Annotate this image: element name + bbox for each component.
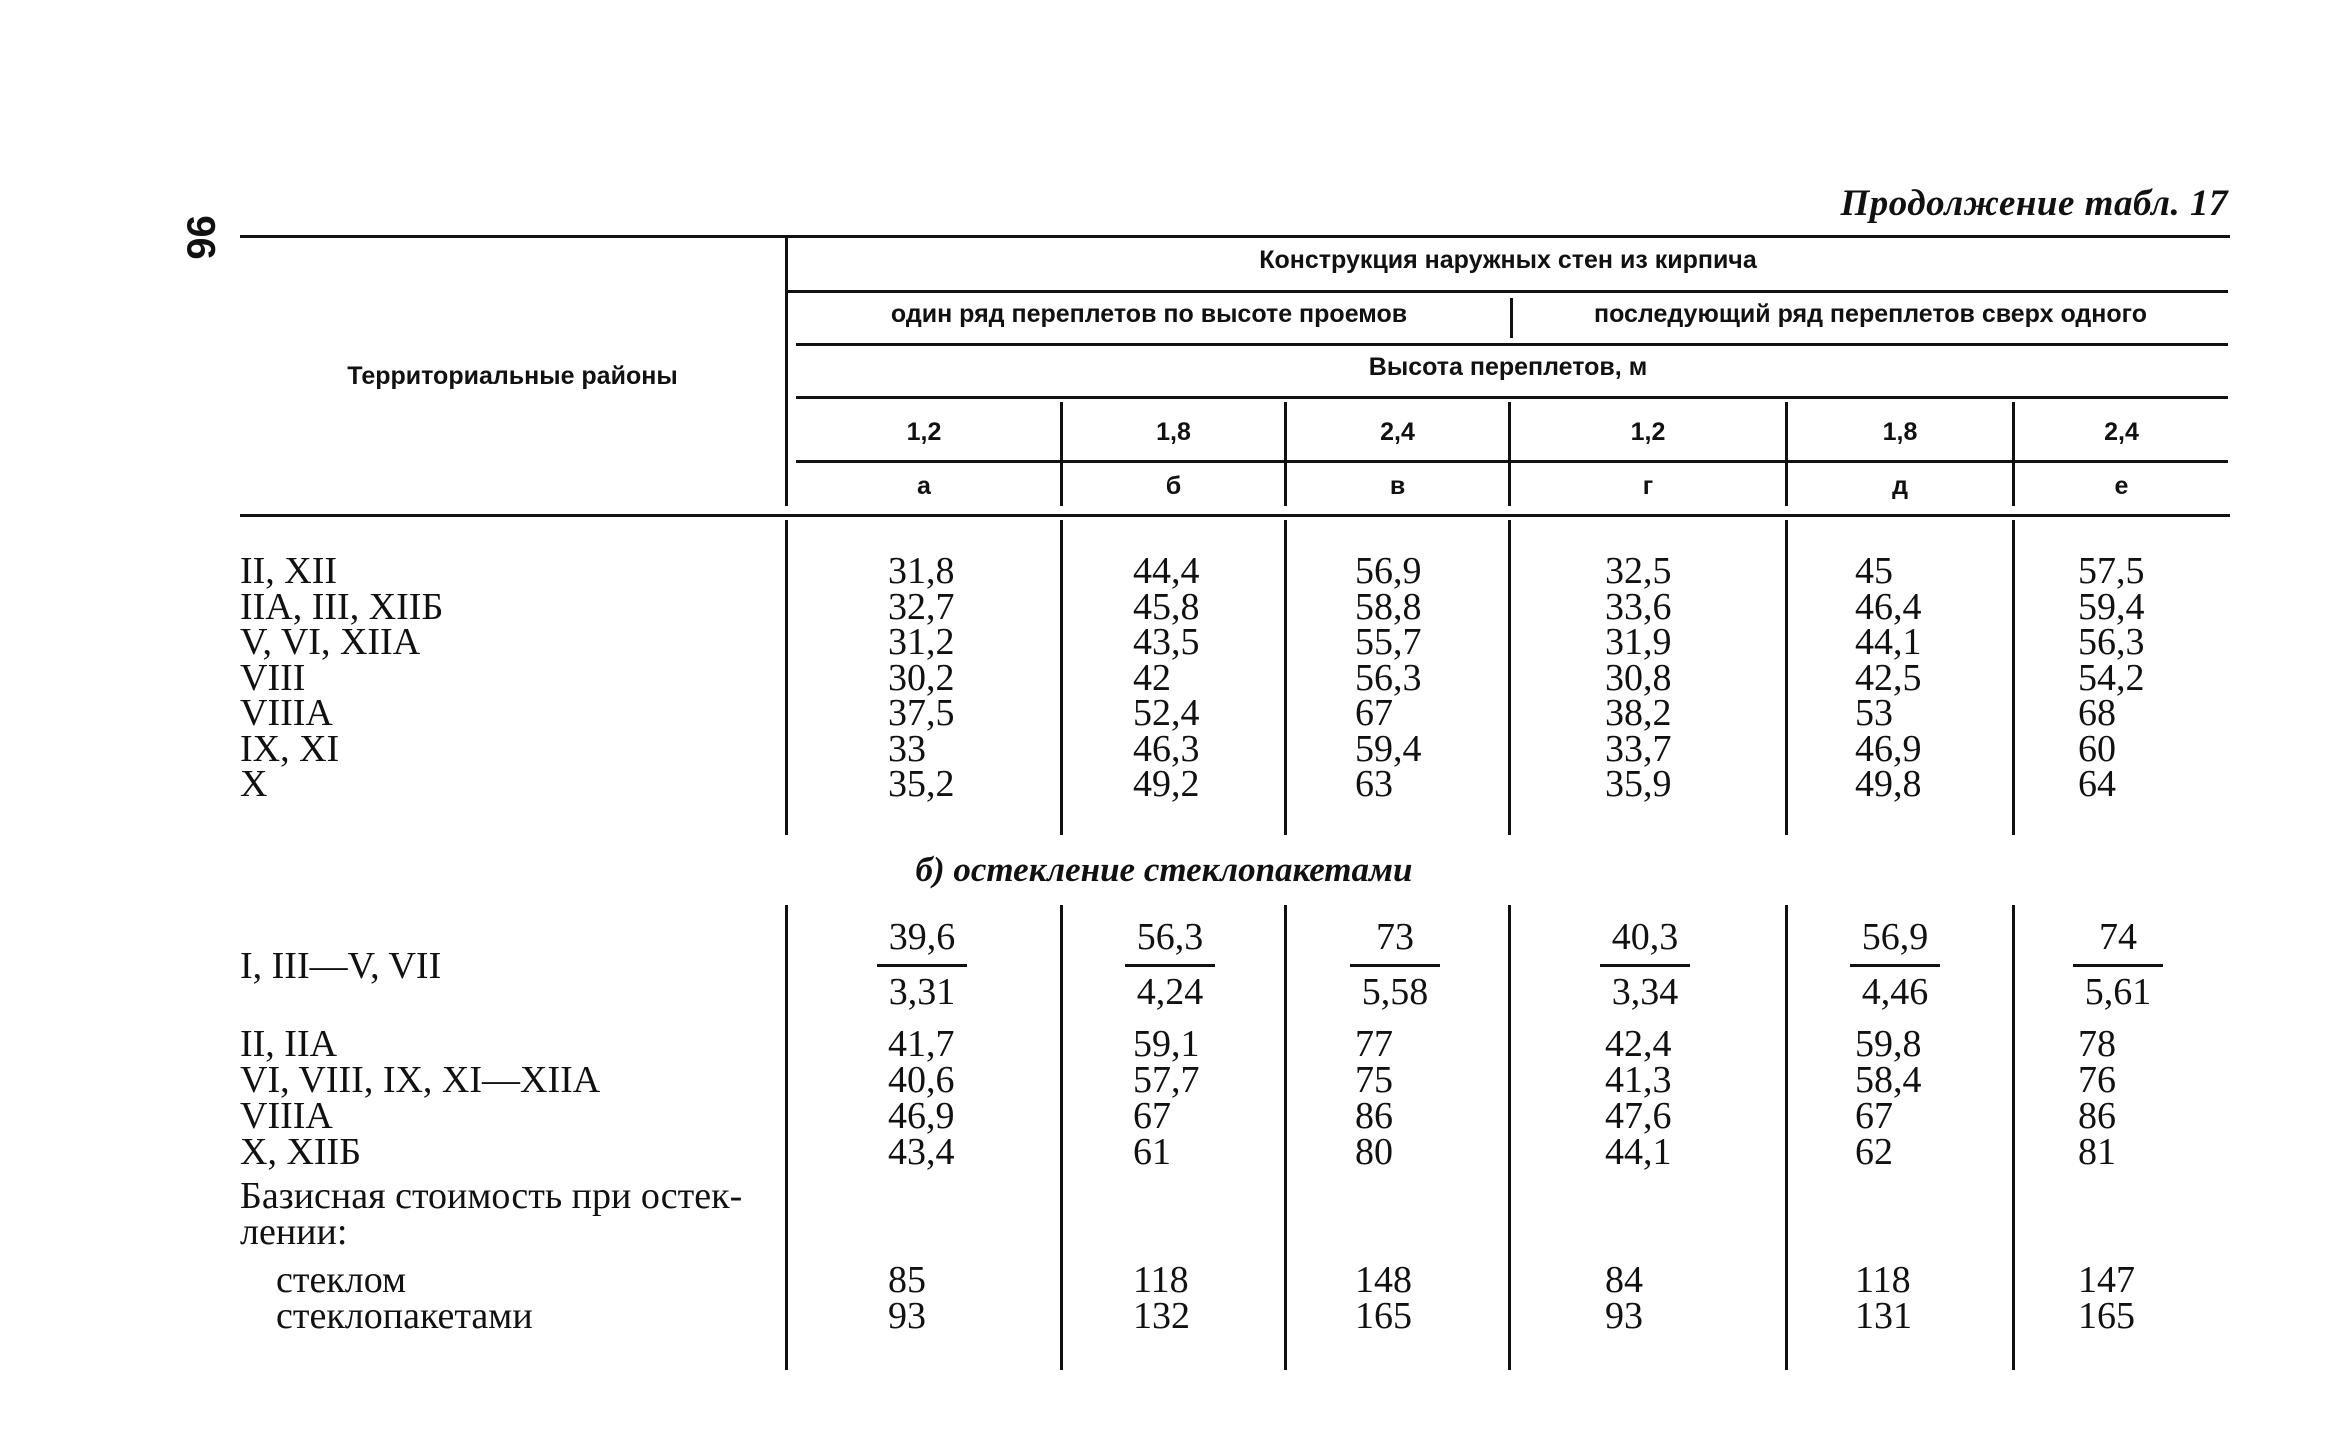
section-a-cell: 54,2 [2078, 656, 2145, 699]
section-a-cell: 64 [2078, 763, 2116, 805]
body-a-vline-0 [785, 520, 788, 835]
section-b-cell: 43,4 [888, 1131, 955, 1173]
section-b-cell: 86 [2078, 1095, 2116, 1137]
section-a-cell: 33 [888, 727, 926, 770]
fraction-bar [2073, 964, 2163, 967]
base-cost-cell: 132 [1133, 1295, 1190, 1337]
height-col-a: 1,2 [906, 418, 942, 446]
body-b-vline-3 [1508, 905, 1511, 1370]
height-label: Высота переплетов, м [1368, 353, 1648, 381]
section-a-cell: 31,9 [1605, 621, 1672, 663]
section-a-cell: 45 [1855, 550, 1893, 592]
body-a-vline-5 [2012, 520, 2015, 835]
fraction-denominator: 5,61 [2084, 971, 2152, 1013]
section-b-cell: 76 [2078, 1059, 2116, 1101]
section-a-cell: 53 [1855, 692, 1893, 734]
section-a-cell: 35,2 [888, 763, 955, 805]
fraction-numerator: 73 [1376, 916, 1414, 958]
fraction-numerator: 56,3 [1136, 916, 1204, 958]
fraction-numerator: 40,3 [1611, 916, 1679, 958]
section-b-cell: 42,4 [1605, 1023, 1672, 1065]
section-a-cell: 46,9 [1855, 727, 1922, 770]
body-a-vline-2 [1284, 520, 1287, 835]
table-caption: Продолжение табл. 17 [1840, 183, 2228, 224]
base-cost-row-label: стеклопакетами [276, 1295, 533, 1337]
height-col-v: 2,4 [1380, 418, 1415, 446]
section-a-cell: 33,7 [1605, 727, 1672, 770]
section-a-cell: 49,8 [1855, 763, 1922, 805]
fraction-bar [1350, 964, 1440, 967]
fraction-denominator: 5,58 [1361, 971, 1429, 1013]
section-a-cell: 68 [2078, 692, 2116, 734]
header-bottom-rule [240, 514, 2230, 517]
section-a-cell: 63 [1355, 763, 1393, 805]
section-a-cell: 59,4 [1355, 727, 1422, 770]
section-a-row-label: IX, XI [240, 727, 340, 770]
section-a-row-label: VIIIА [240, 692, 333, 734]
section-a-cell: 45,8 [1133, 585, 1200, 628]
section-b-cell: 58,4 [1855, 1059, 1922, 1101]
body-b-vline-4 [1785, 905, 1788, 1370]
section-a-cell: 58,8 [1355, 585, 1422, 628]
section-a-cell: 49,2 [1133, 763, 1200, 805]
base-cost-label-line2: лении: [240, 1211, 348, 1253]
height-col-e: 2,4 [2104, 418, 2139, 446]
section-b-cell: 80 [1355, 1131, 1393, 1173]
section-a-cell: 33,6 [1605, 585, 1672, 628]
section-b-cell: 62 [1855, 1131, 1893, 1173]
section-a-cell: 32,7 [888, 585, 955, 628]
section-a-row-label: V, VI, XIIА [240, 621, 421, 663]
section-b-cell: 78 [2078, 1023, 2116, 1065]
section-b-cell: 61 [1133, 1131, 1171, 1173]
header-rule-3 [796, 396, 2228, 399]
section-a-cell: 38,2 [1605, 692, 1672, 734]
body-b-vline-5 [2012, 905, 2015, 1370]
body-b-vline-0 [785, 905, 788, 1370]
section-a-cell: 42,5 [1855, 656, 1922, 699]
fraction-numerator: 74 [2099, 916, 2137, 958]
section-a-cell: 52,4 [1133, 692, 1200, 734]
fraction-denominator: 4,24 [1136, 971, 1204, 1013]
header-rule-1 [788, 290, 2228, 293]
section-a-row-label: IIА, III, XIIБ [240, 585, 444, 628]
base-cost-cell: 148 [1355, 1259, 1412, 1301]
section-a-cell: 56,3 [1355, 656, 1422, 699]
section-b-cell: 81 [2078, 1131, 2116, 1173]
section-a-row-label: VIII [240, 656, 306, 699]
body-a-vline-1 [1060, 520, 1063, 835]
section-b-cell: 44,1 [1605, 1131, 1672, 1173]
fraction-numerator: 56,9 [1861, 916, 1929, 958]
section-a-cell: 44,1 [1855, 621, 1922, 663]
letter-col-b: б [1165, 472, 1182, 500]
letter-col-a: а [917, 472, 931, 500]
section-a-cell: 57,5 [2078, 550, 2145, 592]
base-cost-cell: 85 [888, 1259, 926, 1301]
fraction-bar [1600, 964, 1690, 967]
letter-col-v: в [1389, 472, 1406, 500]
fraction-row-label: I, III—V, VII [240, 945, 442, 987]
base-cost-cell: 93 [1605, 1295, 1643, 1337]
section-b-row-label: X, XIIБ [240, 1131, 362, 1173]
section-a-cell: 44,4 [1133, 550, 1200, 592]
construction-header: Конструкция наружных стен из кирпича [1259, 246, 1757, 274]
letter-col-e: е [2114, 472, 2129, 500]
base-cost-cell: 118 [1133, 1259, 1189, 1301]
section-a-cell: 46,4 [1855, 585, 1922, 628]
section-b-title: б) остекление стеклопакетами [915, 850, 1413, 889]
section-a-cell: 42 [1133, 656, 1171, 699]
section-a-cell: 67 [1355, 692, 1393, 734]
letter-col-g: г [1642, 472, 1654, 500]
fraction-denominator: 4,46 [1861, 971, 1929, 1013]
height-col-b: 1,8 [1156, 418, 1191, 446]
section-b-cell: 47,6 [1605, 1095, 1672, 1137]
base-cost-label-line1: Базисная стоимость при остек- [240, 1175, 743, 1217]
fraction-bar [1125, 964, 1215, 967]
fraction-numerator: 39,6 [888, 916, 956, 958]
body-b-vline-1 [1060, 905, 1063, 1370]
section-b-cell: 46,9 [888, 1095, 955, 1137]
section-b-row-label: VIIIА [240, 1095, 333, 1137]
section-a-cell: 31,8 [888, 550, 955, 592]
section-a-cell: 37,5 [888, 692, 955, 734]
section-b-cell: 67 [1133, 1095, 1171, 1137]
section-b-cell: 57,7 [1133, 1059, 1200, 1101]
fraction-bar [877, 964, 967, 967]
section-a-cell: 35,9 [1605, 763, 1672, 805]
section-b-cell: 75 [1355, 1059, 1393, 1101]
section-b-row-label: II, IIА [240, 1023, 338, 1065]
height-col-d: 1,8 [1882, 418, 1918, 446]
section-a-cell: 46,3 [1133, 727, 1200, 770]
height-col-g: 1,2 [1630, 418, 1666, 446]
letter-col-d: д [1892, 472, 1908, 500]
page-number: 96 [178, 215, 223, 260]
base-cost-row-label: стеклом [276, 1259, 407, 1301]
section-b-cell: 59,1 [1133, 1023, 1200, 1065]
section-a-cell: 32,5 [1605, 550, 1672, 592]
base-cost-cell: 147 [2078, 1259, 2135, 1301]
group-next-header: последующий ряд переплетов сверх одного [1593, 300, 2148, 328]
group-one-header: один ряд переплетов по высоте проемов [890, 300, 1408, 328]
section-b-cell: 67 [1855, 1095, 1893, 1137]
section-b-cell: 59,8 [1855, 1023, 1922, 1065]
base-cost-cell: 93 [888, 1295, 926, 1337]
section-a-cell: 55,7 [1355, 621, 1422, 663]
section-b-cell: 86 [1355, 1095, 1393, 1137]
section-b-row-label: VI, VIII, IX, XI—XIIА [240, 1059, 601, 1101]
section-a-cell: 30,2 [888, 656, 955, 699]
body-a-vline-4 [1785, 520, 1788, 835]
header-rule-2 [796, 343, 2228, 346]
base-cost-cell: 165 [1355, 1295, 1412, 1337]
section-b-cell: 40,6 [888, 1059, 955, 1101]
base-cost-cell: 131 [1855, 1295, 1912, 1337]
section-a-cell: 31,2 [888, 621, 955, 663]
body-a-vline-3 [1508, 520, 1511, 835]
section-a-cell: 56,9 [1355, 550, 1422, 592]
fraction-denominator: 3,31 [888, 971, 956, 1013]
section-a-cell: 60 [2078, 727, 2116, 770]
fraction-denominator: 3,34 [1611, 971, 1679, 1013]
section-a-row-label: X [240, 763, 268, 805]
section-a-cell: 43,5 [1133, 621, 1200, 663]
base-cost-cell: 84 [1605, 1259, 1643, 1301]
section-a-row-label: II, XII [240, 550, 338, 592]
section-a-cell: 59,4 [2078, 585, 2145, 628]
row-header: Территориальные районы [347, 362, 678, 390]
base-cost-cell: 118 [1855, 1259, 1911, 1301]
table-top-rule [240, 235, 2230, 238]
body-b-vline-2 [1284, 905, 1287, 1370]
section-b-cell: 41,3 [1605, 1059, 1672, 1101]
section-b-cell: 41,7 [888, 1023, 955, 1065]
section-a-cell: 56,3 [2078, 621, 2145, 663]
section-b-cell: 77 [1355, 1023, 1393, 1065]
section-a-cell: 30,8 [1605, 656, 1672, 699]
fraction-bar [1850, 964, 1940, 967]
base-cost-cell: 165 [2078, 1295, 2135, 1337]
